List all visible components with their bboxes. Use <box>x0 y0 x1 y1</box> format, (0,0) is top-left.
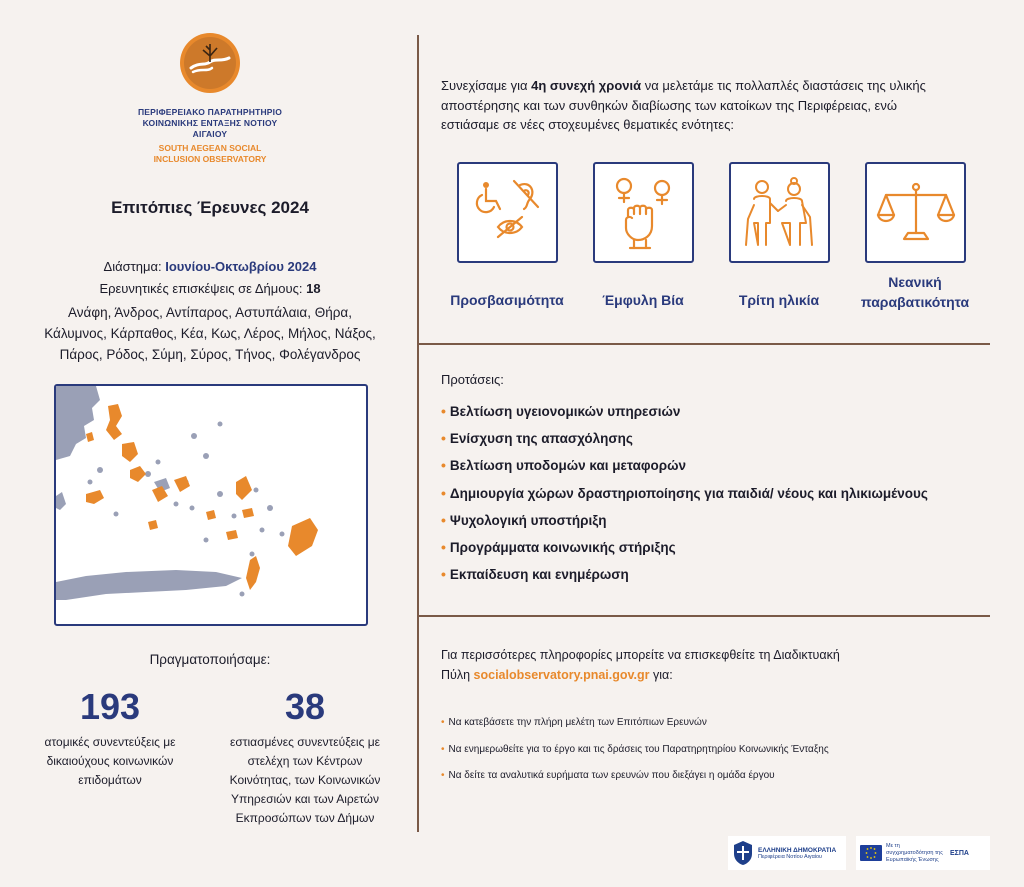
islands-line: Ανάφη, Άνδρος, Αντίπαρος, Αστυπάλαια, Θήρα, <box>68 305 352 320</box>
visits-label: Ερευνητικές επισκέψεις σε Δήμους: <box>99 281 307 296</box>
vertical-divider <box>417 35 419 832</box>
bullet-icon: • <box>441 403 446 419</box>
proposal-item: • Ψυχολογική υποστήριξη <box>441 511 607 528</box>
proposals-list <box>441 398 1001 588</box>
bullet-icon: • <box>441 484 446 501</box>
logo-greek-line1: ΠΕΡΙΦΕΡΕΙΑΚΟ ΠΑΡΑΤΗΡΗΤΗΡΙΟ <box>137 107 283 117</box>
elderly-card <box>729 162 830 263</box>
bullet-icon: • <box>441 430 446 447</box>
eu-flag-icon <box>860 845 882 861</box>
stat-text-line: Εκπροσώπων των Δήμων <box>235 811 375 825</box>
greek-emblem-icon <box>732 840 754 866</box>
category-label-juvenile <box>835 272 995 312</box>
gender-fist-icon <box>604 174 684 252</box>
gov-line2: Περιφέρεια Νοτίου Αιγαίου <box>758 853 823 860</box>
stat-text-line: Υπηρεσιών και των Αιρετών <box>230 792 380 806</box>
stat-text-line: δικαιούχους κοινωνικών <box>46 754 174 768</box>
category-label-line: παραβατικότητα <box>860 294 970 310</box>
observatory-logo <box>130 32 290 165</box>
stat-text-line: στελέχη των Κέντρων <box>247 754 363 768</box>
proposal-item: • Βελτίωση υποδομών και μεταφορών <box>441 457 687 474</box>
category-label-accessibility: Προσβασιμότητα <box>450 292 564 308</box>
info-item: • Να ενημερωθείτε για το έργο και τις δράσεις του Παρατηρητηρίου Κοινωνικής Ένταξης <box>441 743 829 755</box>
proposal-item: • Εκπαίδευση και ενημέρωση <box>441 566 629 583</box>
intro-line: αποστέρησης και των συνθηκών διαβίωσης των κατοίκων της Περιφέρειας, ενώ <box>441 97 897 113</box>
stat-focus-interviews-text <box>215 733 395 828</box>
category-label-elderly: Τρίτη ηλικία <box>738 292 820 308</box>
eu-cofunding-text: Με τη συγχρηματοδότηση της Ευρωπαϊκής Ένωσης <box>886 842 943 863</box>
gov-line1: ΕΛΛΗΝΙΚΗ ΔΗΜΟΚΡΑΤΙΑ <box>758 846 837 854</box>
scales-icon <box>876 181 956 245</box>
stat-individual-interviews-text <box>20 733 200 790</box>
info-item: • Να δείτε τα αναλυτικά ευρήματα των ερευνών που διεξάγει η ομάδα έργου <box>441 770 775 781</box>
bullet-icon: • <box>441 770 445 781</box>
bullet-icon: • <box>441 743 445 755</box>
info-item: • Να κατεβάσετε την πλήρη μελέτη των Επιτόπιων Ερευνών <box>441 717 707 728</box>
intro-after: να μελετάμε τις πολλαπλές διαστάσεις της υλικής <box>641 78 926 93</box>
intro-paragraph <box>441 76 986 135</box>
hellenic-republic-logo <box>728 836 846 870</box>
survey-visits <box>20 281 400 296</box>
stat-text-line: Κοινότητας, των Κοινωνικών <box>229 773 381 787</box>
intro-before: Συνεχίσαμε για <box>441 78 532 93</box>
category-label-gender-violence: Έμφυλη Βία <box>602 292 684 308</box>
eu-espa-logo <box>856 836 990 870</box>
juvenile-delinquency-card <box>865 162 966 263</box>
intro-bold: 4η συνεχή χρονιά <box>531 78 642 93</box>
proposal-item: • Βελτίωση υγειονομικών υπηρεσιών <box>441 403 681 419</box>
info-before: Πύλη <box>441 668 474 682</box>
logo-emblem-icon <box>179 32 241 94</box>
info-list <box>441 710 1001 790</box>
islands-line: Πάρος, Ρόδος, Σύμη, Σύρος, Τήνος, Φολέγανδρος <box>59 347 361 362</box>
accessibility-card <box>457 162 558 263</box>
results-label: Πραγματοποιήσαμε: <box>149 652 271 667</box>
visits-value: 18 <box>306 281 321 296</box>
intro-line: εστιάσαμε σε νέες στοχευμένες θεματικές ενότητες: <box>441 117 734 132</box>
period-label: Διάστημα: <box>103 259 166 274</box>
logo-english-line2: INCLUSION OBSERVATORY <box>153 154 267 164</box>
bullet-icon: • <box>441 457 446 474</box>
stat-text-line: ατομικές συνεντεύξεις με <box>44 735 176 749</box>
info-after: για: <box>649 668 673 682</box>
logo-greek-line2: ΚΟΙΝΩΝΙΚΗΣ ΕΝΤΑΞΗΣ ΝΟΤΙΟΥ ΑΙΓΑΙΟΥ <box>142 118 278 139</box>
accessibility-icon <box>468 177 548 249</box>
islands-map-graphic <box>56 386 366 624</box>
info-paragraph <box>441 645 961 685</box>
south-aegean-map <box>54 384 368 626</box>
stat-text-line: εστιασμένες συνεντεύξεις με <box>230 735 380 749</box>
proposal-item: • Προγράμματα κοινωνικής στήριξης <box>441 538 676 555</box>
portal-link[interactable]: socialobservatory.pnai.gov.gr <box>473 668 650 682</box>
bullet-icon: • <box>441 717 445 728</box>
period-value: Ιουνίου-Οκτωβρίου 2024 <box>165 259 317 274</box>
stat-text-line: επιδομάτων <box>78 773 142 787</box>
bullet-icon: • <box>441 538 446 555</box>
proposal-item: • Δημιουργία χώρων δραστηριοποίησης για παιδιά/ νέους και ηλικιωμένους <box>441 484 928 501</box>
islands-line: Κάλυμνος, Κάρπαθος, Κέα, Κως, Λέρος, Μήλος, Νάξος, <box>44 326 376 341</box>
survey-title: Επιτόπιες Έρευνες 2024 <box>111 198 309 217</box>
stat-individual-interviews-number: 193 <box>79 686 141 727</box>
espa-label: ΕΣΠΑ <box>950 849 969 857</box>
horizontal-divider <box>417 343 990 345</box>
bullet-icon: • <box>441 511 446 528</box>
logo-english-line1: SOUTH AEGEAN SOCIAL <box>158 143 262 153</box>
proposal-item: • Ενίσχυση της απασχόλησης <box>441 430 633 447</box>
elderly-couple-icon <box>738 175 822 251</box>
proposals-title: Προτάσεις: <box>441 372 504 387</box>
survey-period <box>20 259 400 274</box>
stat-focus-interviews-number: 38 <box>284 686 326 727</box>
islands-list <box>20 302 400 365</box>
bullet-icon: • <box>441 566 446 583</box>
info-line: Για περισσότερες πληροφορίες μπορείτε να επισκεφθείτε τη Διαδικτυακή <box>441 648 840 662</box>
horizontal-divider <box>417 615 990 617</box>
category-label-line: Νεανική <box>888 274 942 290</box>
gender-violence-card <box>593 162 694 263</box>
